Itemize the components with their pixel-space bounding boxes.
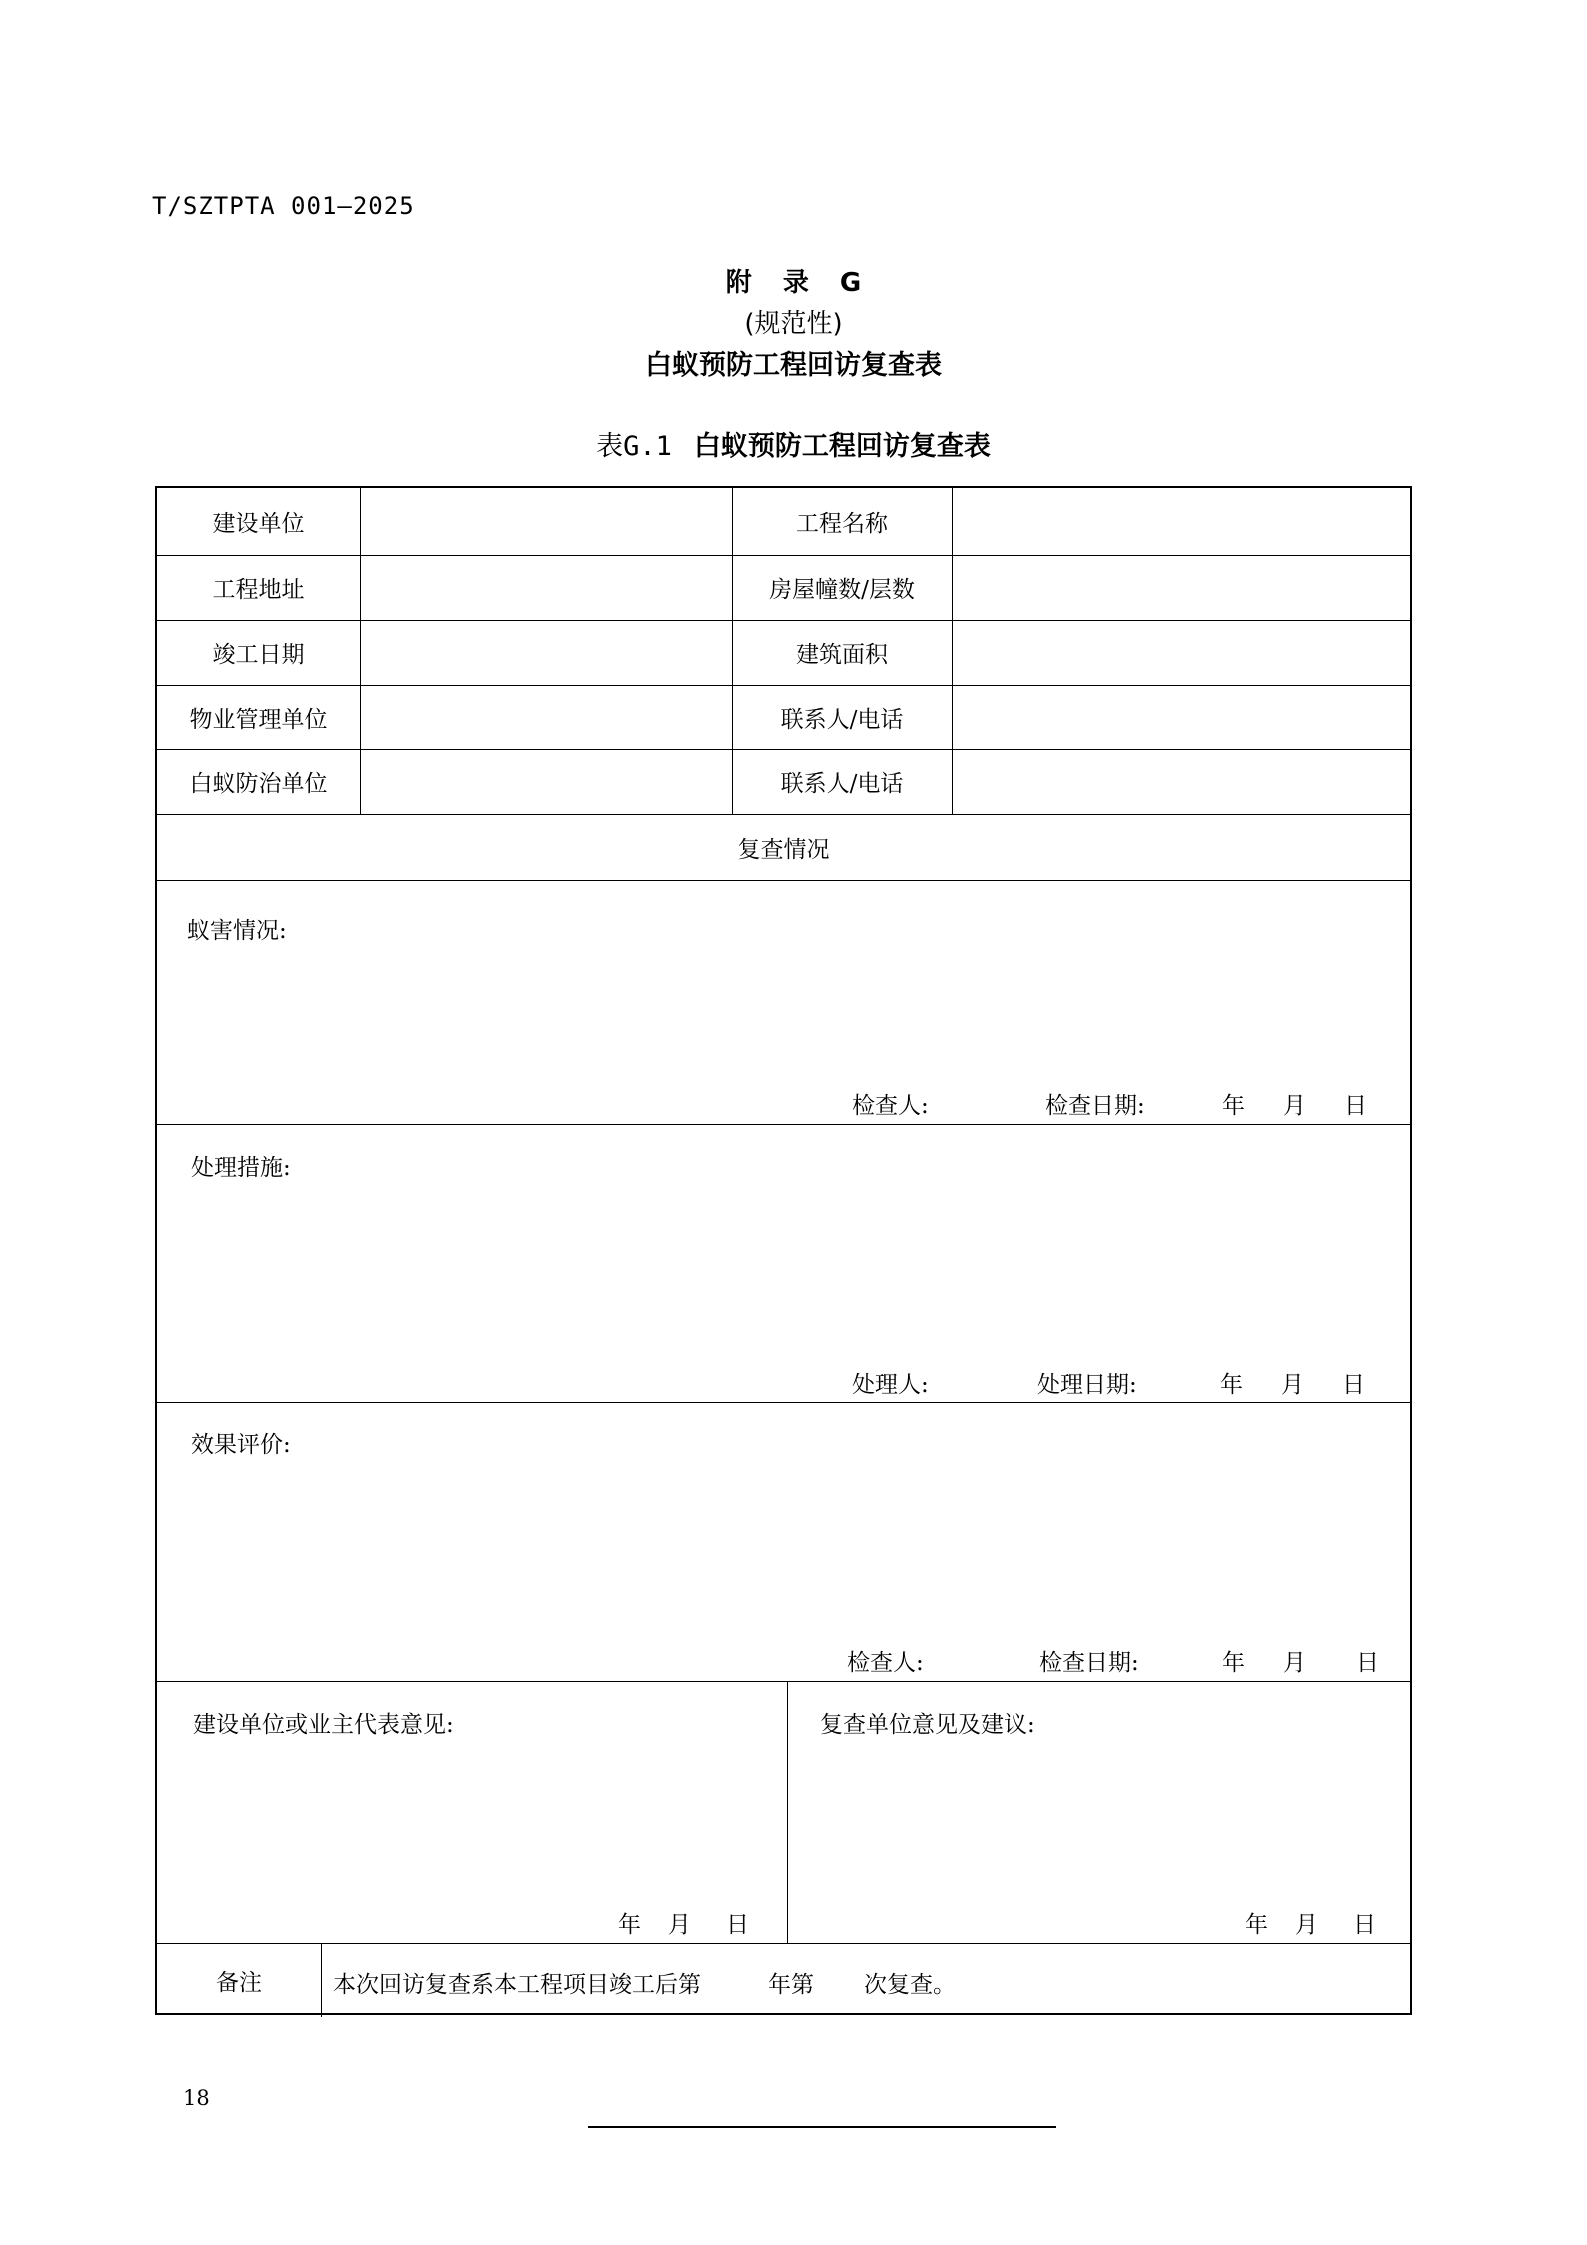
day-label: 日 <box>1344 1093 1367 1119</box>
inspection-date-label: 检查日期: <box>1045 1093 1145 1119</box>
col-divider <box>952 488 953 814</box>
label-project-address: 工程地址 <box>212 577 305 603</box>
review-header: 复查情况 <box>737 836 830 863</box>
year-label: 年 <box>618 1912 641 1938</box>
label-project-name: 工程名称 <box>796 511 888 537</box>
remarks-text-part3: 次复查。 <box>864 1972 956 1998</box>
section-evaluation-label: 效果评价: <box>191 1432 291 1458</box>
label-building-area: 建筑面积 <box>796 642 888 668</box>
owner-opinion-label: 建设单位或业主代表意见: <box>193 1712 454 1738</box>
row-divider <box>157 1124 1410 1125</box>
year-label: 年 <box>1245 1912 1268 1938</box>
inspector-label: 检查人: <box>852 1093 929 1119</box>
month-label: 月 <box>1295 1912 1318 1938</box>
month-label: 月 <box>1283 1093 1306 1119</box>
document-id: T/SZTPTA 001—2025 <box>152 192 415 220</box>
label-property-management: 物业管理单位 <box>189 706 328 733</box>
handling-date-label: 处理日期: <box>1037 1372 1137 1398</box>
reviewer-opinion-label: 复查单位意见及建议: <box>820 1712 1035 1738</box>
remarks-text-part2: 年第 <box>768 1972 814 1998</box>
row-divider <box>157 1943 1410 1944</box>
year-label: 年 <box>1222 1093 1245 1119</box>
row-divider <box>157 1402 1410 1403</box>
row-divider <box>157 1681 1410 1682</box>
appendix-title: 白蚁预防工程回访复查表 <box>645 350 942 381</box>
label-contact-phone-2: 联系人/电话 <box>780 771 904 797</box>
label-construction-unit: 建设单位 <box>212 511 305 537</box>
remarks-label: 备注 <box>216 1969 262 1996</box>
label-termite-control-unit: 白蚁防治单位 <box>189 771 328 797</box>
handler-label: 处理人: <box>852 1372 929 1398</box>
review-form <box>155 486 1412 2015</box>
row-divider <box>157 880 1410 881</box>
year-label: 年 <box>1222 1650 1245 1676</box>
appendix-label: 附 录 G <box>725 268 862 298</box>
table-caption <box>0 424 1587 463</box>
month-label: 月 <box>1283 1650 1306 1676</box>
year-label: 年 <box>1220 1372 1243 1398</box>
day-label: 日 <box>1353 1912 1376 1938</box>
col-divider <box>360 488 361 814</box>
appendix-type: (规范性) <box>744 309 843 339</box>
month-label: 月 <box>1281 1372 1304 1398</box>
day-label: 日 <box>726 1912 749 1938</box>
month-label: 月 <box>668 1912 691 1938</box>
table-number: 表G.1 <box>596 431 672 462</box>
day-label: 日 <box>1342 1372 1365 1398</box>
section-termite-damage-label: 蚁害情况: <box>187 918 287 944</box>
label-completion-date: 竣工日期 <box>212 642 305 668</box>
section-treatment-label: 处理措施: <box>191 1155 291 1181</box>
col-divider <box>321 1943 322 2017</box>
page-number: 18 <box>183 2086 210 2110</box>
remarks-text-part1: 本次回访复查系本工程项目竣工后第 <box>333 1972 701 1998</box>
col-divider <box>787 1681 788 1943</box>
label-building-count: 房屋幢数/层数 <box>769 577 915 603</box>
footer-rule <box>588 2126 1056 2128</box>
inspector-label: 检查人: <box>847 1650 924 1676</box>
label-contact-phone: 联系人/电话 <box>780 706 904 733</box>
inspection-date-label: 检查日期: <box>1039 1650 1139 1676</box>
day-label: 日 <box>1356 1650 1379 1676</box>
table-title: 白蚁预防工程回访复查表 <box>693 431 991 462</box>
